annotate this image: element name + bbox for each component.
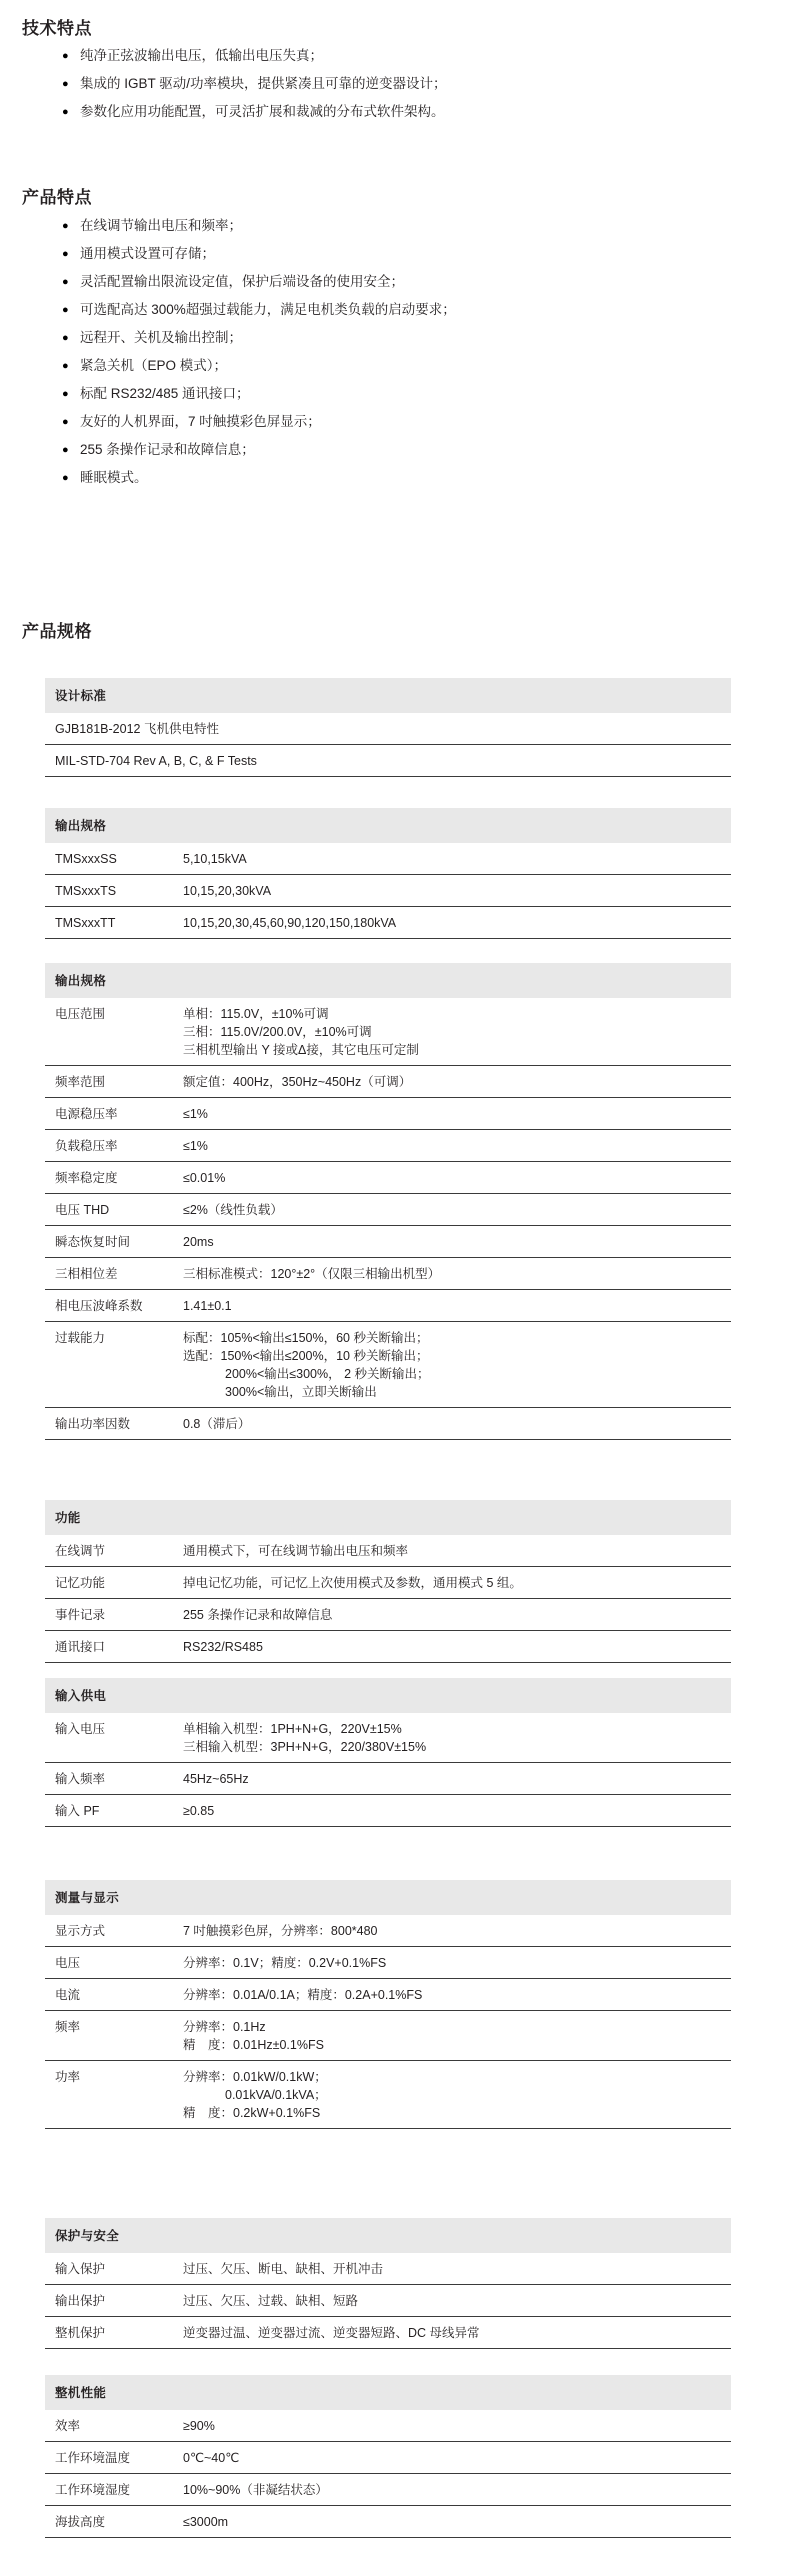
cell-value: 1.41±0.1	[183, 1290, 731, 1322]
cell-key: 输出保护	[45, 2285, 183, 2317]
cell-key: 电压	[45, 1947, 183, 1979]
value-line: 三相输入机型：3PH+N+G，220/380V±15%	[183, 1740, 427, 1754]
cell-value: 0℃~40℃	[183, 2442, 731, 2474]
technical-features-list	[62, 48, 447, 132]
list-item-text: 参数化应用功能配置，可灵活扩展和裁减的分布式软件架构。	[80, 104, 445, 119]
cell-key: 电压 THD	[45, 1194, 183, 1226]
table-row	[45, 1322, 731, 1408]
cell-value: 过压、欠压、断电、缺相、开机冲击	[183, 2253, 731, 2285]
spec-table-performance	[45, 2375, 731, 2538]
list-item	[62, 470, 456, 498]
group-header-label: 整机性能	[45, 2375, 731, 2410]
table-group-header	[45, 808, 731, 843]
cell-key: 显示方式	[45, 1915, 183, 1947]
cell-value: 0.8（滞后）	[183, 1408, 731, 1440]
cell-value: GJB181B-2012 飞机供电特性	[45, 713, 731, 745]
cell-key: 工作环境温度	[45, 2442, 183, 2474]
bullet-icon: ●	[62, 304, 69, 316]
table-row	[45, 2442, 731, 2474]
cell-value: 7 吋触摸彩色屏，分辨率：800*480	[183, 1915, 731, 1947]
cell-value	[183, 2011, 731, 2061]
cell-key: 瞬态恢复时间	[45, 1226, 183, 1258]
table-group-header	[45, 2218, 731, 2253]
table-row	[45, 1162, 731, 1194]
value-line: 精 度：0.01Hz±0.1%FS	[183, 2038, 324, 2052]
table-group-header	[45, 1678, 731, 1713]
table-group-header	[45, 1880, 731, 1915]
bullet-icon: ●	[62, 388, 69, 400]
table-group-header	[45, 678, 731, 713]
bullet-icon: ●	[62, 416, 69, 428]
bullet-icon: ●	[62, 220, 69, 232]
bullet-icon: ●	[62, 444, 69, 456]
cell-value	[183, 998, 731, 1066]
product-features-list	[62, 218, 456, 498]
table-row	[45, 2061, 731, 2129]
cell-value: MIL-STD-704 Rev A, B, C, & F Tests	[45, 745, 731, 777]
table-row	[45, 843, 731, 875]
cell-value: ≤1%	[183, 1130, 731, 1162]
list-item	[62, 442, 456, 470]
cell-value	[183, 1713, 731, 1763]
bullet-icon: ●	[62, 78, 69, 90]
cell-key: 过载能力	[45, 1322, 183, 1408]
table-row	[45, 1535, 731, 1567]
table-row	[45, 2317, 731, 2349]
table-row	[45, 907, 731, 939]
cell-key: 频率	[45, 2011, 183, 2061]
list-item	[62, 302, 456, 330]
table-row	[45, 875, 731, 907]
table-row	[45, 1066, 731, 1098]
table-row	[45, 1979, 731, 2011]
cell-key: 输入保护	[45, 2253, 183, 2285]
group-header-label: 输入供电	[45, 1678, 731, 1713]
value-line: 单相：115.0V，±10%可调	[183, 1007, 329, 1021]
value-line: 三相机型输出 Y 接或Δ接，其它电压可定制	[183, 1043, 419, 1057]
product-spec-title: 产品规格	[22, 622, 92, 641]
list-item	[62, 274, 456, 302]
cell-key: 在线调节	[45, 1535, 183, 1567]
list-item	[62, 104, 447, 132]
list-item-text: 友好的人机界面，7 吋触摸彩色屏显示；	[80, 414, 321, 429]
cell-key: 功率	[45, 2061, 183, 2129]
group-header-label: 输出规格	[45, 808, 731, 843]
table-row	[45, 2285, 731, 2317]
table-row	[45, 2506, 731, 2538]
list-item	[62, 218, 456, 246]
value-line: 分辨率：0.01kW/0.1kW；	[183, 2070, 327, 2084]
cell-key: 工作环境湿度	[45, 2474, 183, 2506]
cell-value: 5,10,15kVA	[183, 843, 731, 875]
cell-value: ≤2%（线性负载）	[183, 1194, 731, 1226]
cell-value: ≤0.01%	[183, 1162, 731, 1194]
list-item-text: 在线调节输出电压和频率；	[80, 218, 242, 233]
list-item	[62, 414, 456, 442]
cell-key: 输入 PF	[45, 1795, 183, 1827]
table-row	[45, 2253, 731, 2285]
value-line: 300%<输出，立即关断输出	[225, 1385, 377, 1399]
bullet-icon: ●	[62, 50, 69, 62]
cell-key: 输入频率	[45, 1763, 183, 1795]
cell-value: ≤3000m	[183, 2506, 731, 2538]
cell-key: TMSxxxTT	[45, 907, 183, 939]
value-line: 标配：105%<输出≤150%，60 秒关断输出；	[183, 1331, 429, 1345]
table-row	[45, 1226, 731, 1258]
spec-table-output-spec	[45, 963, 731, 1440]
bullet-icon: ●	[62, 276, 69, 288]
list-item-text: 远程开、关机及输出控制；	[80, 330, 242, 345]
cell-value: 10%~90%（非凝结状态）	[183, 2474, 731, 2506]
cell-value: 三相标准模式：120°±2°（仅限三相输出机型）	[183, 1258, 731, 1290]
table-row	[45, 998, 731, 1066]
group-header-label: 保护与安全	[45, 2218, 731, 2253]
group-header-label: 测量与显示	[45, 1880, 731, 1915]
cell-value: 分辨率：0.1V；精度：0.2V+0.1%FS	[183, 1947, 731, 1979]
cell-key: 效率	[45, 2410, 183, 2442]
group-header-label: 输出规格	[45, 963, 731, 998]
table-row	[45, 1631, 731, 1663]
list-item-text: 标配 RS232/485 通讯接口；	[80, 386, 250, 401]
value-line: 0.01kVA/0.1kVA；	[225, 2088, 327, 2102]
spec-table-measure-display	[45, 1880, 731, 2129]
table-row	[45, 2410, 731, 2442]
technical-features-title: 技术特点	[22, 19, 92, 38]
list-item	[62, 386, 456, 414]
table-row	[45, 1098, 731, 1130]
bullet-icon: ●	[62, 332, 69, 344]
table-row	[45, 1795, 731, 1827]
cell-value: 通用模式下，可在线调节输出电压和频率	[183, 1535, 731, 1567]
cell-key: 三相相位差	[45, 1258, 183, 1290]
value-line: 精 度：0.2kW+0.1%FS	[183, 2106, 321, 2120]
cell-value: 分辨率：0.01A/0.1A；精度：0.2A+0.1%FS	[183, 1979, 731, 2011]
table-row	[45, 1947, 731, 1979]
product-features-title: 产品特点	[22, 188, 92, 207]
table-row	[45, 1130, 731, 1162]
cell-value: 过压、欠压、过载、缺相、短路	[183, 2285, 731, 2317]
bullet-icon: ●	[62, 106, 69, 118]
table-row	[45, 1763, 731, 1795]
cell-key: 电流	[45, 1979, 183, 2011]
table-row	[45, 1713, 731, 1763]
list-item-text: 纯净正弦波输出电压，低输出电压失真；	[80, 48, 323, 63]
table-row	[45, 745, 731, 777]
cell-key: 负载稳压率	[45, 1130, 183, 1162]
list-item-text: 睡眠模式。	[80, 470, 148, 485]
cell-key: 输入电压	[45, 1713, 183, 1763]
list-item	[62, 76, 447, 104]
cell-value: 255 条操作记录和故障信息	[183, 1599, 731, 1631]
cell-key: 频率范围	[45, 1066, 183, 1098]
cell-key: 频率稳定度	[45, 1162, 183, 1194]
list-item	[62, 330, 456, 358]
list-item-text: 通用模式设置可存储；	[80, 246, 215, 261]
cell-value: 45Hz~65Hz	[183, 1763, 731, 1795]
value-line: 三相：115.0V/200.0V，±10%可调	[183, 1025, 372, 1039]
list-item	[62, 48, 447, 76]
table-row	[45, 1408, 731, 1440]
cell-value	[183, 1322, 731, 1408]
table-row	[45, 1567, 731, 1599]
cell-value	[183, 2061, 731, 2129]
cell-key: 输出功率因数	[45, 1408, 183, 1440]
list-item	[62, 246, 456, 274]
cell-key: 记忆功能	[45, 1567, 183, 1599]
table-row	[45, 1194, 731, 1226]
list-item-text: 紧急关机（EPO 模式）；	[80, 358, 228, 373]
cell-value: 20ms	[183, 1226, 731, 1258]
cell-key: 电压范围	[45, 998, 183, 1066]
cell-key: 整机保护	[45, 2317, 183, 2349]
table-row	[45, 1290, 731, 1322]
spec-table-design-standard	[45, 678, 731, 777]
cell-value: 额定值：400Hz，350Hz~450Hz（可调）	[183, 1066, 731, 1098]
cell-key: 通讯接口	[45, 1631, 183, 1663]
list-item-text: 灵活配置输出限流设定值，保护后端设备的使用安全；	[80, 274, 404, 289]
table-row	[45, 1599, 731, 1631]
cell-key: 电源稳压率	[45, 1098, 183, 1130]
cell-key: 事件记录	[45, 1599, 183, 1631]
list-item-text: 集成的 IGBT 驱动/功率模块，提供紧凑且可靠的逆变器设计；	[80, 76, 447, 91]
bullet-icon: ●	[62, 360, 69, 372]
cell-key: 海拔高度	[45, 2506, 183, 2538]
bullet-icon: ●	[62, 472, 69, 484]
spec-table-output-models	[45, 808, 731, 939]
table-group-header	[45, 2375, 731, 2410]
list-item-text: 可选配高达 300%超强过载能力，满足电机类负载的启动要求；	[80, 302, 456, 317]
bullet-icon: ●	[62, 248, 69, 260]
cell-value: 掉电记忆功能，可记忆上次使用模式及参数，通用模式 5 组。	[183, 1567, 731, 1599]
table-row	[45, 2011, 731, 2061]
cell-value: ≥90%	[183, 2410, 731, 2442]
cell-key: TMSxxxSS	[45, 843, 183, 875]
value-line: 200%<输出≤300%， 2 秒关断输出；	[225, 1367, 430, 1381]
cell-value: RS232/RS485	[183, 1631, 731, 1663]
table-row	[45, 713, 731, 745]
cell-value: 10,15,20,30kVA	[183, 875, 731, 907]
value-line: 分辨率：0.1Hz	[183, 2020, 266, 2034]
list-item	[62, 358, 456, 386]
spec-table-protection	[45, 2218, 731, 2349]
table-row	[45, 1915, 731, 1947]
table-row	[45, 1258, 731, 1290]
cell-value: ≥0.85	[183, 1795, 731, 1827]
value-line: 选配：150%<输出≤200%，10 秒关断输出；	[183, 1349, 429, 1363]
spec-table-function	[45, 1500, 731, 1663]
table-group-header	[45, 963, 731, 998]
cell-key: TMSxxxTS	[45, 875, 183, 907]
group-header-label: 功能	[45, 1500, 731, 1535]
cell-value: 逆变器过温、逆变器过流、逆变器短路、DC 母线异常	[183, 2317, 731, 2349]
cell-value: 10,15,20,30,45,60,90,120,150,180kVA	[183, 907, 731, 939]
group-header-label: 设计标准	[45, 678, 731, 713]
spec-table-input-power	[45, 1678, 731, 1827]
cell-value: ≤1%	[183, 1098, 731, 1130]
table-group-header	[45, 1500, 731, 1535]
cell-key: 相电压波峰系数	[45, 1290, 183, 1322]
value-line: 单相输入机型：1PH+N+G，220V±15%	[183, 1722, 402, 1736]
list-item-text: 255 条操作记录和故障信息；	[80, 442, 255, 457]
table-row	[45, 2474, 731, 2506]
